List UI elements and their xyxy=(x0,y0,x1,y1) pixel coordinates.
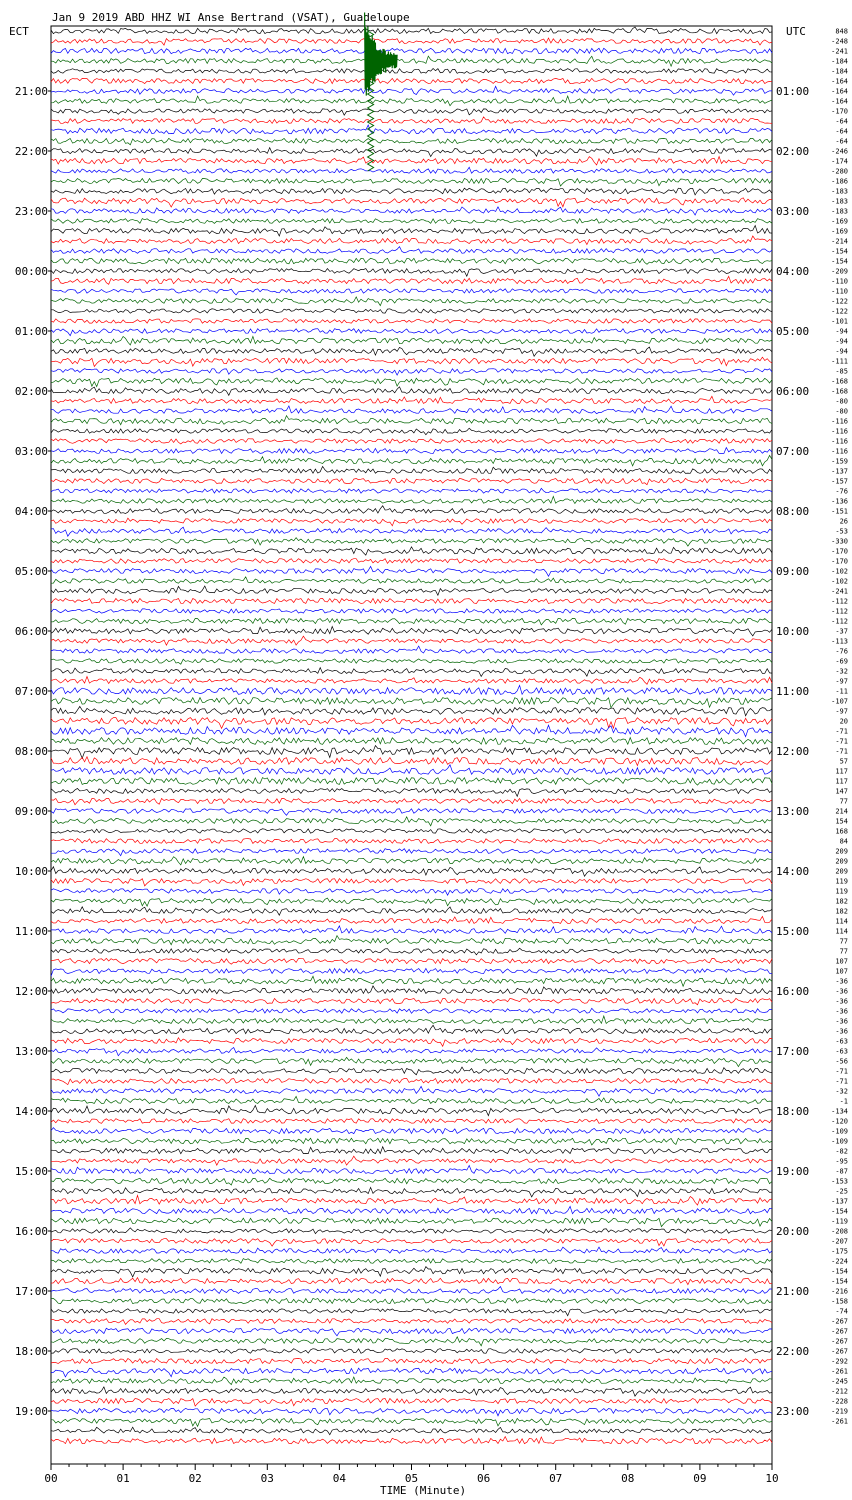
left-hour-label: 07:00 xyxy=(14,685,48,698)
trace-offset-label: -169 xyxy=(831,217,848,226)
left-hour-label: 23:00 xyxy=(14,205,48,218)
trace-offset-label: -53 xyxy=(835,527,848,536)
trace-offset-label: -71 xyxy=(835,747,848,756)
trace-offset-label: -109 xyxy=(831,1127,848,1136)
left-hour-label: 16:00 xyxy=(14,1225,48,1238)
right-hour-label: 23:00 xyxy=(776,1405,810,1418)
trace-offset-label: 114 xyxy=(835,927,848,936)
trace-offset-label: -63 xyxy=(835,1037,848,1046)
x-tick-label: 06 xyxy=(476,1472,491,1485)
trace-offset-label: -69 xyxy=(835,657,848,666)
trace-offset-label: 20 xyxy=(839,717,848,726)
trace-offset-label: -154 xyxy=(831,1267,848,1276)
trace-offset-label: -164 xyxy=(831,97,848,106)
trace-offset-label: -97 xyxy=(835,707,848,716)
trace-offset-label: -36 xyxy=(835,1027,848,1036)
trace-offset-label: -209 xyxy=(831,267,848,276)
left-hour-label: 14:00 xyxy=(14,1105,48,1118)
right-hour-label: 04:00 xyxy=(776,265,810,278)
trace-offset-label: -36 xyxy=(835,1017,848,1026)
right-hour-label: 19:00 xyxy=(776,1165,810,1178)
trace-offset-label: -74 xyxy=(835,1307,848,1316)
right-hour-label: 17:00 xyxy=(776,1045,810,1058)
trace-offset-label: 107 xyxy=(835,957,848,966)
trace-offset-label: -1 xyxy=(839,1097,848,1106)
trace-offset-label: 57 xyxy=(839,757,848,766)
trace-offset-label: 119 xyxy=(835,887,848,896)
trace-offset-label: -122 xyxy=(831,307,848,316)
trace-offset-label: -112 xyxy=(831,607,848,616)
trace-offset-label: 214 xyxy=(835,807,848,816)
trace-offset-label: -212 xyxy=(831,1387,848,1396)
trace-offset-label: -224 xyxy=(831,1257,848,1266)
trace-offset-label: -85 xyxy=(835,367,848,376)
trace-offset-label: 182 xyxy=(835,897,848,906)
x-axis-ticks xyxy=(44,1464,778,1485)
x-tick-label: 09 xyxy=(693,1472,707,1485)
trace-offset-label: -76 xyxy=(835,487,848,496)
trace-offset-label: -292 xyxy=(831,1357,848,1366)
right-hour-label: 01:00 xyxy=(776,85,810,98)
trace-offset-label: -170 xyxy=(831,547,848,556)
trace-offset-label: -219 xyxy=(831,1407,848,1416)
trace-offset-label: -116 xyxy=(831,437,848,446)
right-hour-label: 18:00 xyxy=(776,1105,810,1118)
trace-offset-label: -37 xyxy=(835,627,848,636)
trace-offset-label: -159 xyxy=(831,457,848,466)
left-hour-label: 10:00 xyxy=(14,865,48,878)
trace-offset-label: 119 xyxy=(835,877,848,886)
x-tick-label: 10 xyxy=(765,1472,779,1485)
trace-offset-label: 147 xyxy=(835,787,848,796)
x-tick-label: 08 xyxy=(621,1472,635,1485)
trace-offset-label: -116 xyxy=(831,427,848,436)
left-hour-label: 01:00 xyxy=(14,325,48,338)
trace-offset-label: -11 xyxy=(835,687,848,696)
trace-offset-label: -116 xyxy=(831,417,848,426)
trace-offset-label: 168 xyxy=(835,827,848,836)
trace-offset-label: -94 xyxy=(835,347,848,356)
trace-offset-label: -95 xyxy=(835,1157,848,1166)
trace-offset-label: -175 xyxy=(831,1247,848,1256)
right-hour-label: 03:00 xyxy=(776,205,810,218)
trace-offset-label: -241 xyxy=(831,587,848,596)
trace-offset-label: -36 xyxy=(835,1007,848,1016)
trace-offset-label: -64 xyxy=(835,127,848,136)
trace-offset-label: 848 xyxy=(835,27,848,36)
trace-offset-label: -151 xyxy=(831,507,848,516)
trace-offset-label: -183 xyxy=(831,197,848,206)
trace-offset-label: -184 xyxy=(831,67,848,76)
trace-offset-label: -36 xyxy=(835,987,848,996)
trace-offset-label: -168 xyxy=(831,387,848,396)
x-tick-label: 05 xyxy=(404,1472,419,1485)
trace-offset-label: -94 xyxy=(835,327,848,336)
trace-offset-label: -113 xyxy=(831,637,848,646)
right-hour-label: 21:00 xyxy=(776,1285,810,1298)
left-hour-label: 09:00 xyxy=(14,805,48,818)
right-hour-labels xyxy=(776,85,809,1418)
x-tick-label: 02 xyxy=(188,1472,202,1485)
trace-offset-label: -36 xyxy=(835,997,848,1006)
right-hour-label: 15:00 xyxy=(776,925,810,938)
trace-offset-label: -112 xyxy=(831,617,848,626)
left-hour-label: 11:00 xyxy=(14,925,48,938)
trace-offset-label: 117 xyxy=(835,777,848,786)
left-hour-label: 18:00 xyxy=(14,1345,48,1358)
left-hour-label: 21:00 xyxy=(14,85,48,98)
trace-offset-label: 117 xyxy=(835,767,848,776)
trace-offset-label: 77 xyxy=(839,947,848,956)
left-hour-label: 15:00 xyxy=(14,1165,48,1178)
trace-offset-label: 209 xyxy=(835,867,848,876)
right-hour-label: 05:00 xyxy=(776,325,810,338)
trace-offset-label: -71 xyxy=(835,1067,848,1076)
trace-offset-label: -267 xyxy=(831,1337,848,1346)
right-hour-label: 06:00 xyxy=(776,385,810,398)
trace-offset-label: -154 xyxy=(831,257,848,266)
left-hour-label: 12:00 xyxy=(14,985,48,998)
trace-offset-label: -122 xyxy=(831,297,848,306)
trace-offset-label: -120 xyxy=(831,1117,848,1126)
trace-offset-label: -32 xyxy=(835,667,848,676)
trace-offset-label: -154 xyxy=(831,1207,848,1216)
trace-offset-label: -186 xyxy=(831,177,848,186)
trace-offset-label: -64 xyxy=(835,117,848,126)
right-hour-label: 08:00 xyxy=(776,505,810,518)
trace-offset-label: -76 xyxy=(835,647,848,656)
trace-offset-label: -154 xyxy=(831,247,848,256)
trace-offset-label: -112 xyxy=(831,597,848,606)
trace-offset-label: -102 xyxy=(831,577,848,586)
trace-offset-label: -71 xyxy=(835,737,848,746)
trace-offset-label: 107 xyxy=(835,967,848,976)
trace-offset-label: 154 xyxy=(835,817,848,826)
trace-offset-label: -267 xyxy=(831,1317,848,1326)
trace-offset-label: -80 xyxy=(835,397,848,406)
right-hour-label: 11:00 xyxy=(776,685,810,698)
trace-offset-label: -261 xyxy=(831,1417,848,1426)
x-tick-label: 03 xyxy=(260,1472,274,1485)
trace-offset-label: -228 xyxy=(831,1397,848,1406)
trace-offset-label: -330 xyxy=(831,537,848,546)
x-tick-label: 00 xyxy=(44,1472,58,1485)
trace-offset-label: -116 xyxy=(831,447,848,456)
left-hour-label: 13:00 xyxy=(14,1045,48,1058)
trace-offset-label: -267 xyxy=(831,1327,848,1336)
trace-offset-label: -101 xyxy=(831,317,848,326)
trace-offset-label: -183 xyxy=(831,187,848,196)
trace-offset-label: -111 xyxy=(831,357,848,366)
trace-offset-label: -110 xyxy=(831,277,848,286)
trace-offset-label: -154 xyxy=(831,1277,848,1286)
right-hour-label: 09:00 xyxy=(776,565,810,578)
trace-offset-label: 182 xyxy=(835,907,848,916)
right-hour-label: 02:00 xyxy=(776,145,810,158)
trace-offset-label: -214 xyxy=(831,237,848,246)
trace-offset-label: 77 xyxy=(839,937,848,946)
right-axis-label: UTC xyxy=(786,25,806,38)
trace-offset-label: -261 xyxy=(831,1367,848,1376)
trace-offset-label: 26 xyxy=(839,517,848,526)
trace-offset-label: -25 xyxy=(835,1187,848,1196)
trace-offset-label: -87 xyxy=(835,1167,848,1176)
trace-offset-label: -63 xyxy=(835,1047,848,1056)
trace-offset-label: -245 xyxy=(831,1377,848,1386)
trace-offset-label: -207 xyxy=(831,1237,848,1246)
right-hour-label: 20:00 xyxy=(776,1225,810,1238)
trace-offset-label: -71 xyxy=(835,1077,848,1086)
x-tick-label: 01 xyxy=(116,1472,130,1485)
plot-title: Jan 9 2019 ABD HHZ WI Anse Bertrand (VSAT), Guadeloupe xyxy=(52,11,410,24)
trace-offset-label: -56 xyxy=(835,1057,848,1066)
trace-offset-label: -36 xyxy=(835,977,848,986)
x-tick-label: 04 xyxy=(332,1472,347,1485)
left-axis-label: ECT xyxy=(9,25,29,38)
trace-offset-label: -94 xyxy=(835,337,848,346)
left-hour-label: 02:00 xyxy=(14,385,48,398)
trace-offset-label: -64 xyxy=(835,137,848,146)
trace-offset-label: -32 xyxy=(835,1087,848,1096)
trace-offset-label: -174 xyxy=(831,157,848,166)
trace-offset-label: -168 xyxy=(831,377,848,386)
trace-offset-label: -164 xyxy=(831,87,848,96)
left-hour-labels xyxy=(15,85,51,1418)
left-hour-label: 19:00 xyxy=(14,1405,48,1418)
trace-offset-label: -170 xyxy=(831,557,848,566)
left-hour-label: 17:00 xyxy=(14,1285,48,1298)
trace-offset-label: -82 xyxy=(835,1147,848,1156)
plot-frame xyxy=(51,26,772,1464)
trace-offset-label: -170 xyxy=(831,107,848,116)
trace-offset-label: 114 xyxy=(835,917,848,926)
left-hour-label: 06:00 xyxy=(14,625,48,638)
trace-offset-label: -134 xyxy=(831,1107,848,1116)
left-hour-label: 05:00 xyxy=(14,565,48,578)
left-hour-label: 00:00 xyxy=(14,265,48,278)
trace-offset-label: -246 xyxy=(831,147,848,156)
left-hour-label: 04:00 xyxy=(14,505,48,518)
trace-offset-label: -267 xyxy=(831,1347,848,1356)
trace-offset-label: -71 xyxy=(835,727,848,736)
right-hour-label: 16:00 xyxy=(776,985,810,998)
right-hour-label: 13:00 xyxy=(776,805,810,818)
right-hour-label: 07:00 xyxy=(776,445,810,458)
trace-offset-label: -107 xyxy=(831,697,848,706)
trace-offset-label: -136 xyxy=(831,497,848,506)
trace-offset-label: -184 xyxy=(831,57,848,66)
trace-offset-label: -157 xyxy=(831,477,848,486)
left-hour-label: 08:00 xyxy=(14,745,48,758)
trace-offset-label: -248 xyxy=(831,37,848,46)
x-axis-label: TIME (Minute) xyxy=(380,1484,467,1497)
trace-offset-label: 77 xyxy=(839,797,848,806)
trace-offset-label: -153 xyxy=(831,1177,848,1186)
trace-offset-label: -97 xyxy=(835,677,848,686)
trace-offset-label: 209 xyxy=(835,847,848,856)
trace-offset-label: -169 xyxy=(831,227,848,236)
trace-offset-label: 84 xyxy=(839,837,848,846)
trace-offset-label: -80 xyxy=(835,407,848,416)
trace-offset-label: 209 xyxy=(835,857,848,866)
trace-offset-labels xyxy=(831,28,848,1426)
trace-offset-label: -110 xyxy=(831,287,848,296)
trace-offset-label: -164 xyxy=(831,77,848,86)
trace-offset-label: -208 xyxy=(831,1227,848,1236)
right-hour-label: 12:00 xyxy=(776,745,810,758)
right-hour-label: 14:00 xyxy=(776,865,810,878)
trace-offset-label: -241 xyxy=(831,47,848,56)
trace-offset-label: -216 xyxy=(831,1287,848,1296)
trace-offset-label: -109 xyxy=(831,1137,848,1146)
left-hour-label: 22:00 xyxy=(14,145,48,158)
trace-offset-label: -137 xyxy=(831,1197,848,1206)
left-hour-label: 03:00 xyxy=(14,445,48,458)
trace-offset-label: -137 xyxy=(831,467,848,476)
trace-offset-label: -102 xyxy=(831,567,848,576)
trace-offset-label: -158 xyxy=(831,1297,848,1306)
right-hour-label: 22:00 xyxy=(776,1345,810,1358)
trace-offset-label: -183 xyxy=(831,207,848,216)
x-tick-label: 07 xyxy=(549,1472,563,1485)
trace-offset-label: -280 xyxy=(831,167,848,176)
trace-offset-label: -119 xyxy=(831,1217,848,1226)
right-hour-label: 10:00 xyxy=(776,625,810,638)
